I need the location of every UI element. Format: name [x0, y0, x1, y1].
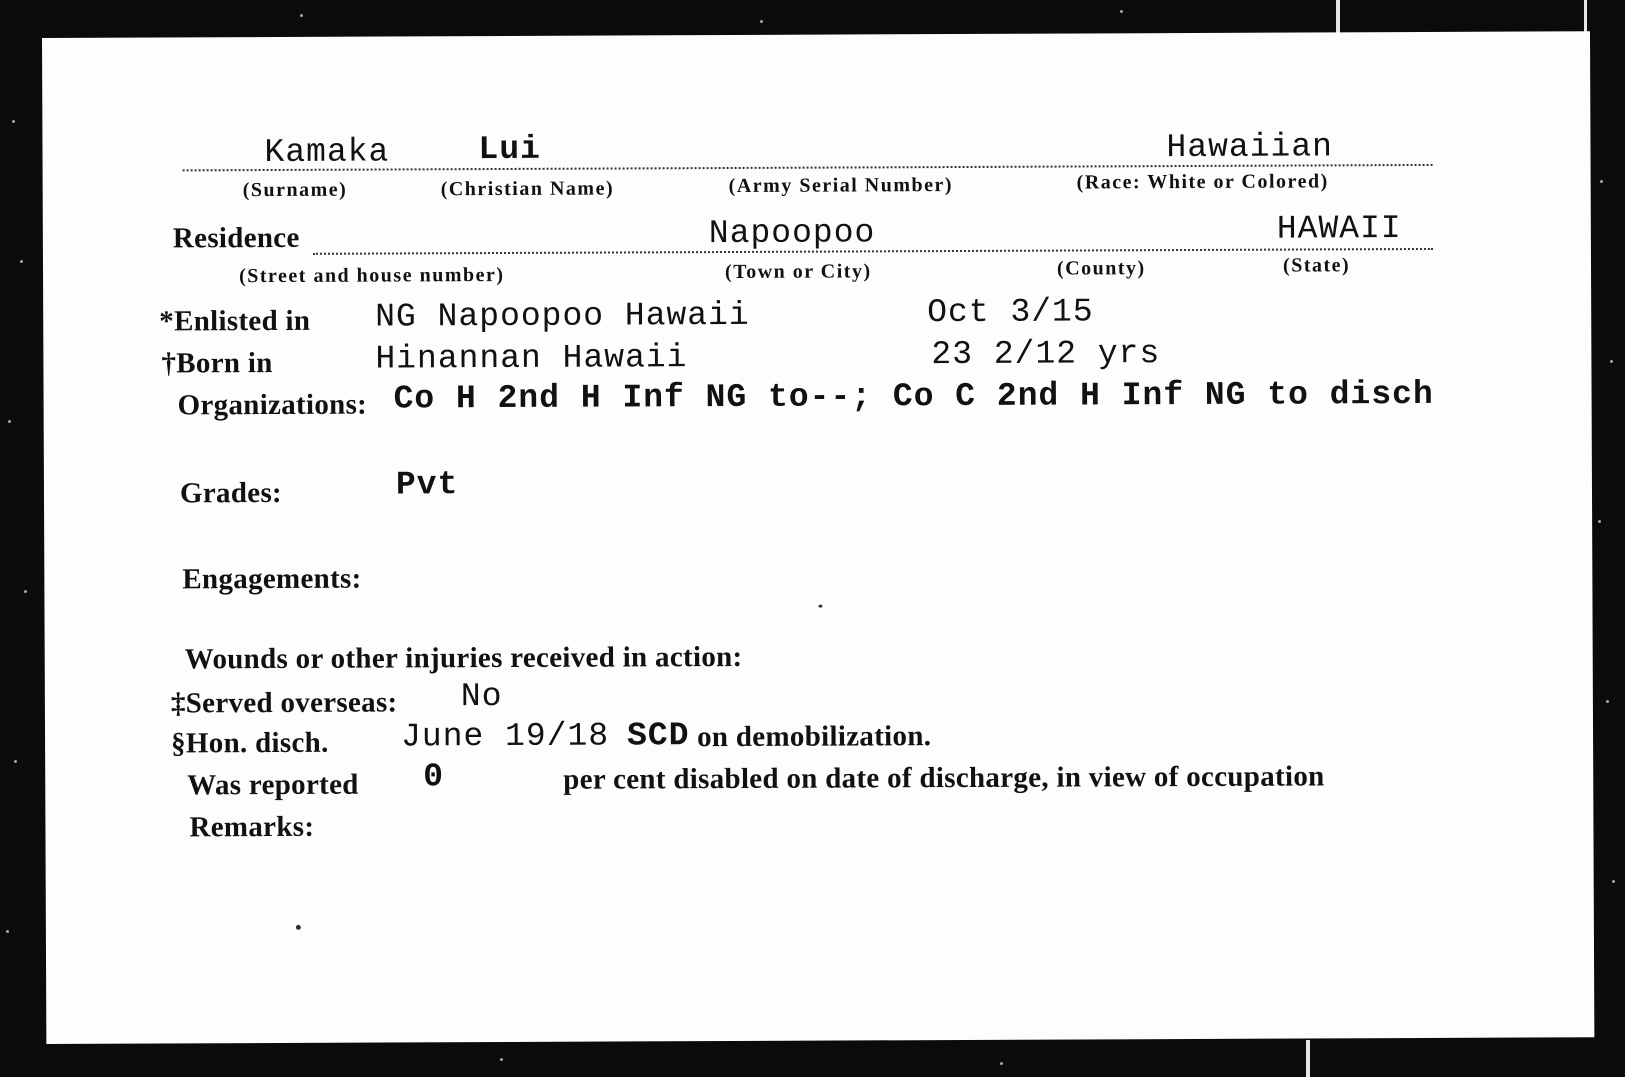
scan-speck — [1120, 10, 1123, 13]
race-value: Hawaiian — [1166, 128, 1334, 167]
surname-caption: (Surname) — [242, 178, 348, 202]
remarks-label: Remarks: — [189, 810, 315, 844]
town-value: Napoopoo — [708, 214, 876, 253]
enlisted-label: *Enlisted in — [159, 304, 311, 338]
discharge-label: §Hon. disch. — [171, 726, 329, 760]
scan-speck — [500, 1058, 503, 1061]
scan-speck — [760, 20, 763, 23]
film-edge-line — [1336, 0, 1340, 34]
scan-speck — [20, 260, 23, 263]
scan-speck — [300, 14, 303, 17]
scan-speck — [1598, 520, 1601, 523]
state-caption: (State) — [1282, 254, 1351, 277]
scan-speck — [8, 420, 11, 423]
born-label: †Born in — [161, 346, 273, 380]
ink-speck — [818, 605, 822, 608]
born-place-value: Hinannan Hawaii — [375, 339, 688, 378]
scan-speck — [24, 590, 27, 593]
street-caption: (Street and house number) — [238, 263, 505, 288]
county-caption: (County) — [1056, 257, 1146, 280]
grades-label: Grades: — [179, 476, 283, 510]
discharge-date-value: June 19/18 — [400, 717, 610, 756]
residence-label: Residence — [172, 221, 300, 255]
served-overseas-label: ‡Served overseas: — [170, 686, 398, 720]
discharge-type-value: SCD — [626, 717, 690, 755]
organizations-label: Organizations: — [177, 388, 368, 422]
town-caption: (Town or City) — [724, 260, 872, 284]
scan-speck — [6, 930, 9, 933]
served-overseas-value: No — [460, 677, 503, 716]
surname-value: Kamaka — [264, 133, 390, 172]
race-caption: (Race: White or Colored) — [1076, 170, 1329, 194]
scan-speck — [1612, 880, 1615, 883]
engagements-label: Engagements: — [182, 562, 362, 596]
enlisted-place-value: NG Napoopoo Hawaii — [375, 296, 750, 336]
scan-speck — [1000, 1062, 1003, 1065]
grades-value: Pvt — [395, 466, 459, 504]
film-edge-line — [1306, 1040, 1310, 1077]
scan-speck — [14, 760, 17, 763]
disability-suffix: per cent disabled on date of discharge, in view of occupation — [563, 760, 1325, 796]
army-serial-number-caption: (Army Serial Number) — [728, 174, 954, 198]
disability-label: Was reported — [187, 768, 359, 802]
christian-name-caption: (Christian Name) — [440, 177, 615, 201]
born-age-value: 23 2/12 yrs — [931, 335, 1161, 374]
scan-speck — [12, 120, 15, 123]
service-record-card — [42, 31, 1594, 1044]
ink-speck — [296, 925, 301, 930]
scan-speck — [1606, 700, 1609, 703]
state-value: HAWAII — [1276, 210, 1402, 248]
disability-percent-value: 0 — [423, 758, 445, 796]
discharge-suffix: on demobilization. — [696, 720, 932, 754]
christian-name-value: Lui — [478, 130, 541, 169]
wounds-label: Wounds or other injuries received in action: — [184, 640, 743, 676]
scan-speck — [1610, 360, 1613, 363]
enlisted-date-value: Oct 3/15 — [927, 293, 1094, 332]
organizations-value: Co H 2nd H Inf NG to--; Co C 2nd H Inf NG to disch — [393, 375, 1434, 418]
scan-speck — [1600, 180, 1603, 183]
